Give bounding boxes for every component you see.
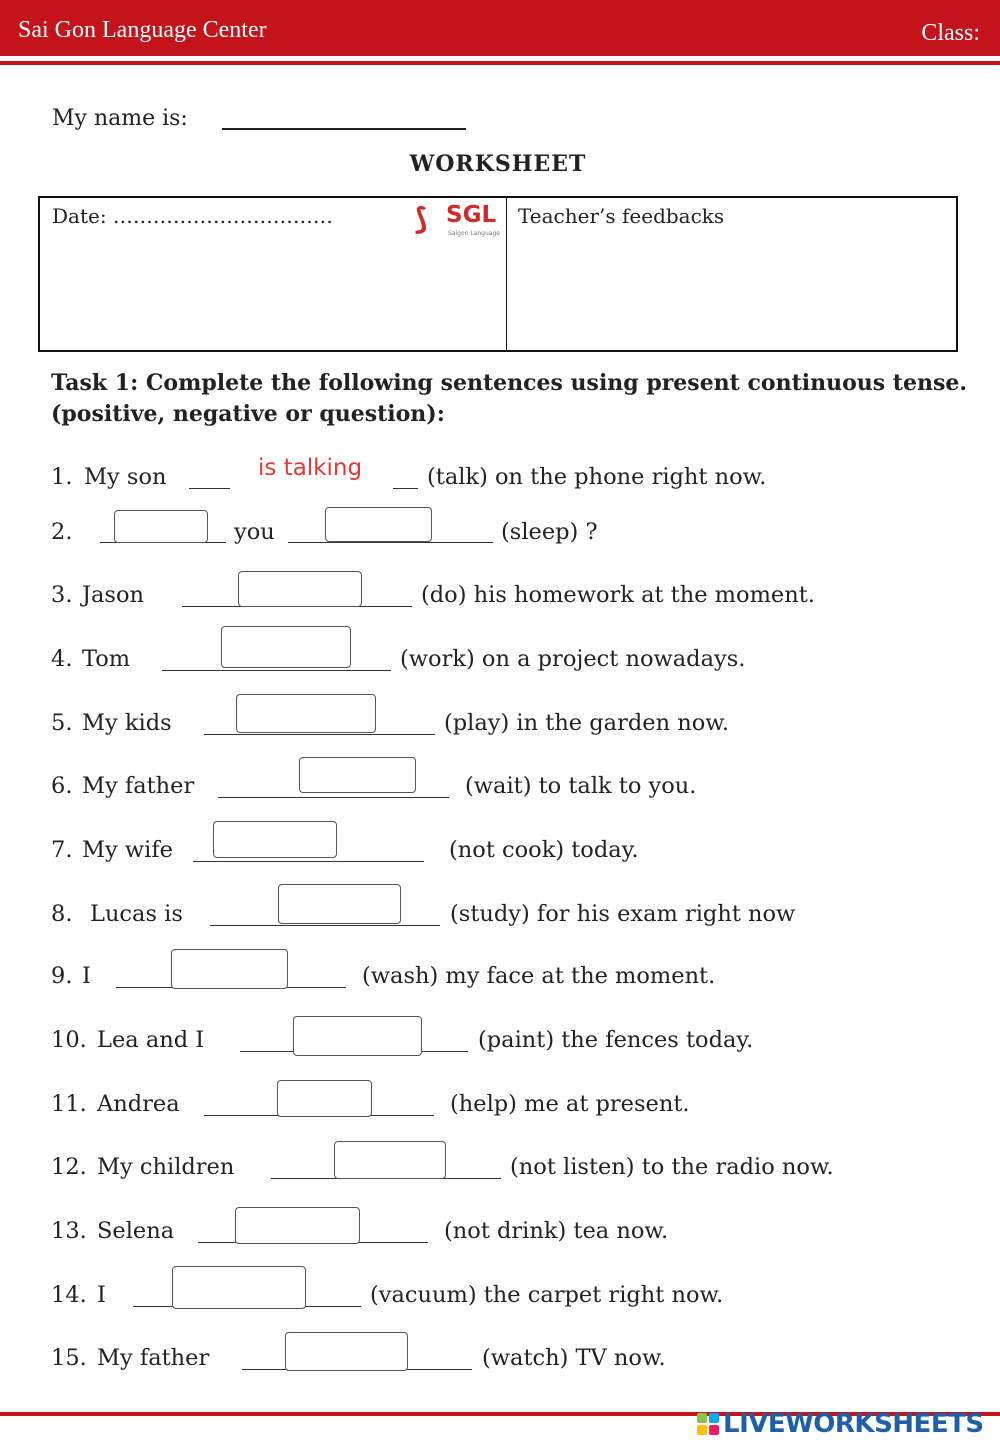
sentence-after: (wait) to talk to you.	[465, 773, 697, 799]
sentence-after: (vacuum) the carpet right now.	[370, 1282, 724, 1308]
blank-line	[210, 925, 440, 926]
sentence-before: My son	[84, 464, 167, 490]
sentence-number: 2.	[51, 519, 73, 545]
sentence-number: 11.	[51, 1091, 87, 1117]
answer-input[interactable]	[213, 821, 337, 858]
task-title: Task 1: Complete the following sentences using present continuous tense. (positive, negative or question):	[51, 370, 967, 427]
center-name: Sai Gon Language Center	[18, 17, 267, 43]
answer-input[interactable]	[221, 626, 351, 668]
feedback-label: Teacher’s feedbacks	[518, 204, 725, 228]
blank-line	[288, 542, 493, 543]
blank-line	[204, 734, 435, 735]
sentence-number: 5.	[51, 710, 73, 736]
sentence-after: (sleep) ?	[501, 519, 598, 545]
answer-input[interactable]	[325, 507, 432, 542]
sentence-number: 3.	[51, 582, 73, 608]
answer-input[interactable]	[238, 571, 362, 607]
sgl-swirl-icon: ⟆	[414, 202, 428, 237]
info-box-divider	[506, 198, 507, 350]
sentence-after: (paint) the fences today.	[478, 1027, 754, 1053]
sentence-before: Lucas is	[90, 901, 183, 927]
sentence-after: (talk) on the phone right now.	[427, 464, 767, 490]
sentence-after: (not cook) today.	[449, 837, 639, 863]
sentence-before: Tom	[82, 646, 131, 672]
header-divider	[0, 61, 1000, 65]
sentence-after: (help) me at present.	[450, 1091, 690, 1117]
liveworksheets-icon	[697, 1413, 721, 1437]
name-line	[222, 128, 466, 130]
sentence-number: 8.	[51, 901, 73, 927]
sentence-before: My children	[97, 1154, 235, 1180]
sentence-after: (not drink) tea now.	[444, 1218, 669, 1244]
info-box	[38, 196, 958, 352]
blank-line	[393, 488, 418, 489]
sentence-after: (do) his homework at the moment.	[421, 582, 815, 608]
name-label: My name is:	[52, 106, 188, 131]
answer-input[interactable]	[293, 1016, 422, 1056]
sentence-before: I	[82, 963, 91, 989]
blank-line	[193, 861, 424, 862]
sentence-number: 9.	[51, 963, 73, 989]
sentence-number: 14.	[51, 1282, 87, 1308]
answer-input[interactable]	[334, 1141, 446, 1179]
liveworksheets-brand: LIVEWORKSHEETS	[723, 1409, 984, 1439]
sgl-logo-subtext: Saigon Language	[448, 230, 500, 237]
blank-line	[218, 797, 449, 798]
answer-field[interactable]: is talking	[258, 455, 363, 481]
answer-input[interactable]	[114, 510, 208, 543]
sentence-before: Lea and I	[97, 1027, 205, 1053]
answer-input[interactable]	[236, 694, 376, 733]
blank-line	[189, 488, 230, 489]
answer-input[interactable]	[285, 1332, 408, 1371]
sentence-number: 13.	[51, 1218, 87, 1244]
sentence-after: (wash) my face at the moment.	[362, 963, 716, 989]
blank-line	[162, 670, 391, 671]
sentence-number: 7.	[51, 837, 73, 863]
sentence-before: Jason	[82, 582, 145, 608]
sentence-number: 12.	[51, 1154, 87, 1180]
sentence-after: (watch) TV now.	[482, 1345, 666, 1371]
sentence-before: Andrea	[97, 1091, 180, 1117]
sentence-number: 1.	[51, 464, 73, 490]
sentence-before: My wife	[82, 837, 173, 863]
sentence-number: 10.	[51, 1027, 87, 1053]
page-header	[0, 0, 1000, 56]
sentence-before: My kids	[82, 710, 172, 736]
sentence-after: (study) for his exam right now	[450, 901, 796, 927]
sgl-logo-text: SGL	[446, 202, 497, 228]
sentence-number: 4.	[51, 646, 73, 672]
answer-input[interactable]	[277, 1080, 372, 1117]
sentence-middle: you	[234, 519, 275, 545]
sentence-after: (play) in the garden now.	[444, 710, 729, 736]
sentence-after: (not listen) to the radio now.	[510, 1154, 834, 1180]
answer-input[interactable]	[278, 884, 401, 924]
sentence-number: 15.	[51, 1345, 87, 1371]
sgl-logo	[412, 200, 504, 238]
sentence-after: (work) on a project nowadays.	[400, 646, 746, 672]
answer-input[interactable]	[235, 1207, 360, 1244]
worksheet-title: WORKSHEET	[409, 151, 587, 177]
answer-input[interactable]	[171, 949, 288, 989]
answer-input[interactable]	[299, 757, 416, 793]
sentence-before: Selena	[97, 1218, 175, 1244]
sentence-before: My father	[82, 773, 195, 799]
sentence-before: My father	[97, 1345, 210, 1371]
date-label: Date: ……………………………	[52, 204, 333, 228]
sentence-number: 6.	[51, 773, 73, 799]
sentence-before: I	[97, 1282, 106, 1308]
answer-input[interactable]	[172, 1266, 306, 1309]
class-label: Class:	[921, 20, 980, 46]
